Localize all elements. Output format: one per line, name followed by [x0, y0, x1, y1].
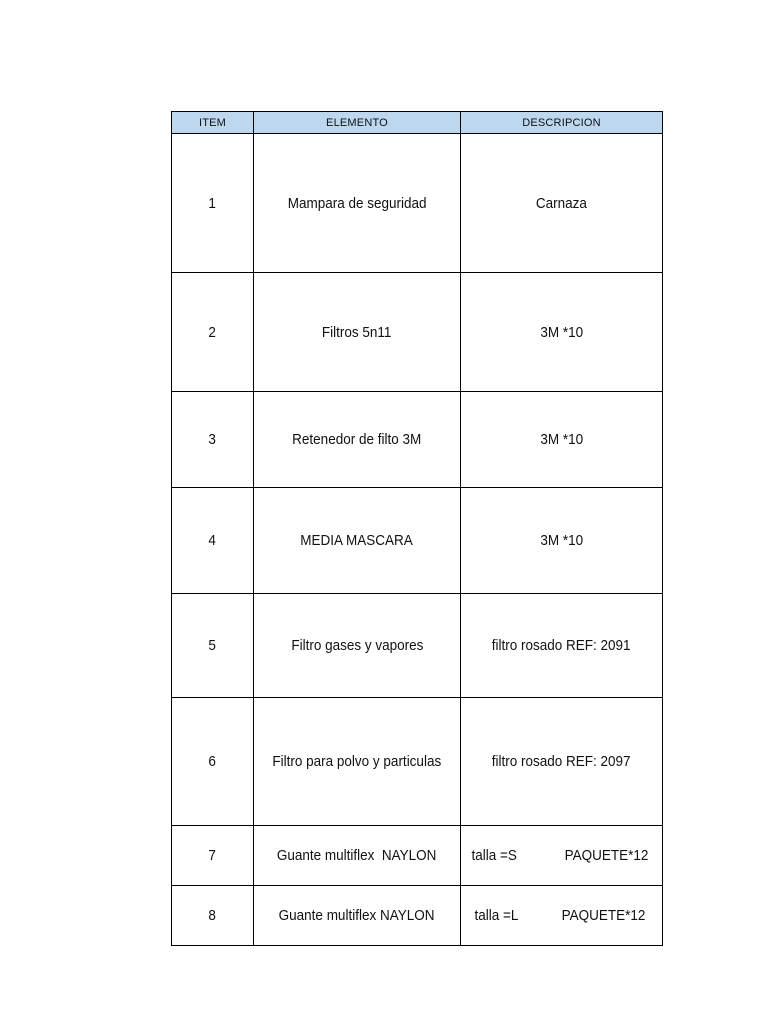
- cell-elemento: Mampara de seguridad: [254, 134, 461, 273]
- cell-descripcion: filtro rosado REF: 2097: [461, 698, 663, 826]
- table-row: [172, 134, 663, 273]
- table-row: [172, 698, 663, 826]
- cell-item: 7: [172, 826, 254, 886]
- cell-elemento: Guante multiflex NAYLON: [254, 886, 461, 946]
- cell-item: 3: [172, 392, 254, 488]
- descripcion-split: [461, 847, 662, 864]
- table-row: [172, 488, 663, 594]
- header-item: ITEM: [172, 112, 254, 134]
- cell-descripcion: 3M *10: [461, 488, 663, 594]
- descripcion-paquete: PAQUETE*12: [564, 847, 649, 864]
- cell-item: 2: [172, 273, 254, 392]
- cell-elemento: MEDIA MASCARA: [254, 488, 461, 594]
- items-table: [171, 111, 663, 946]
- descripcion-split: [461, 907, 662, 924]
- cell-elemento: Filtros 5n11: [254, 273, 461, 392]
- cell-elemento: Guante multiflex NAYLON: [254, 826, 461, 886]
- cell-descripcion: 3M *10: [461, 392, 663, 488]
- descripcion-talla: talla =L: [474, 907, 519, 924]
- cell-descripcion: filtro rosado REF: 2091: [461, 594, 663, 698]
- table-row: [172, 826, 663, 886]
- table-row: [172, 594, 663, 698]
- cell-elemento: Retenedor de filto 3M: [254, 392, 461, 488]
- descripcion-talla: talla =S: [471, 847, 517, 864]
- descripcion-paquete: PAQUETE*12: [561, 907, 646, 924]
- table-row: [172, 392, 663, 488]
- cell-item: 6: [172, 698, 254, 826]
- cell-elemento: Filtro gases y vapores: [254, 594, 461, 698]
- cell-descripcion: Carnaza: [461, 134, 663, 273]
- header-descripcion: DESCRIPCION: [461, 112, 663, 134]
- header-elemento: ELEMENTO: [254, 112, 461, 134]
- table-row: [172, 273, 663, 392]
- table-row: [172, 886, 663, 946]
- cell-descripcion: [461, 886, 663, 946]
- cell-descripcion: 3M *10: [461, 273, 663, 392]
- cell-descripcion: [461, 826, 663, 886]
- cell-elemento: Filtro para polvo y particulas: [254, 698, 461, 826]
- cell-item: 8: [172, 886, 254, 946]
- cell-item: 4: [172, 488, 254, 594]
- table-header-row: [172, 112, 663, 134]
- cell-item: 1: [172, 134, 254, 273]
- cell-item: 5: [172, 594, 254, 698]
